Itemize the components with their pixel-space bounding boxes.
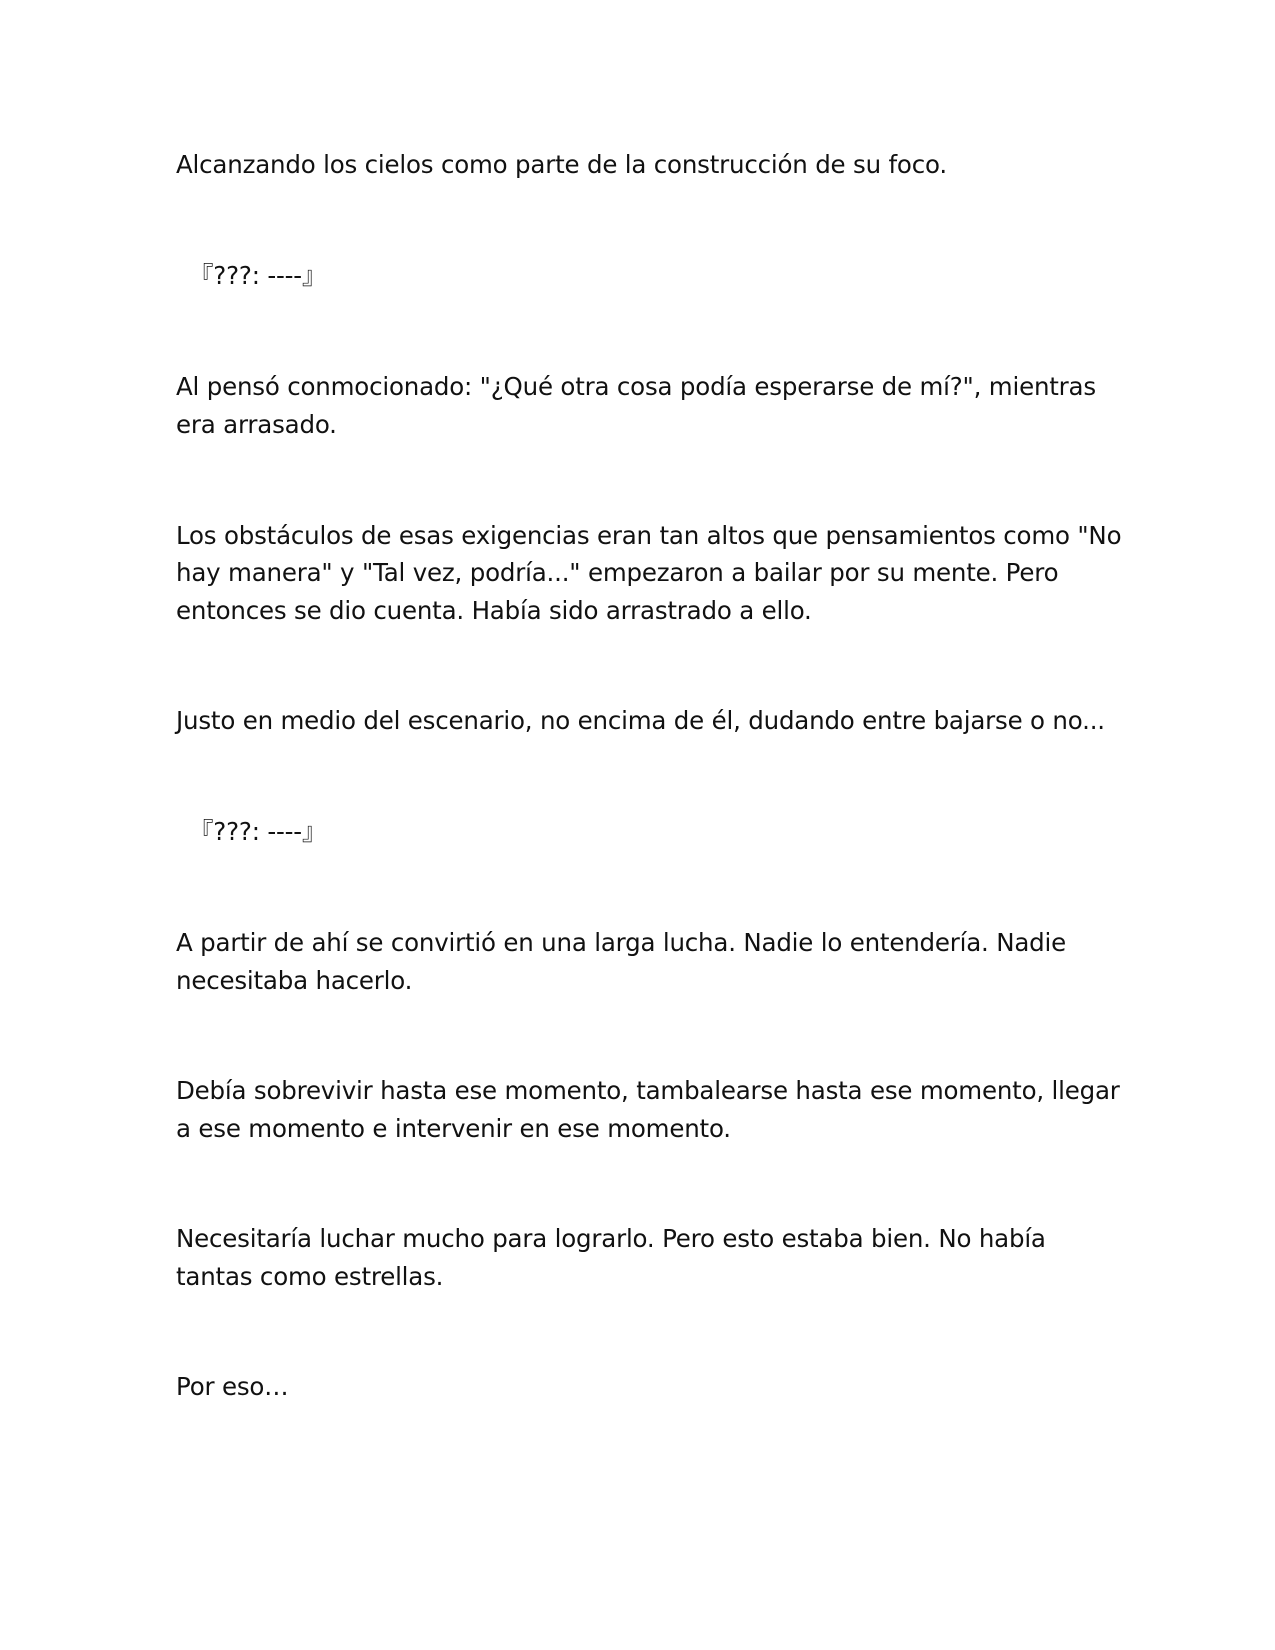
- paragraph-4-line-1: Los obstáculos de esas exigencias eran tan altos que pensamientos como "No: [176, 521, 1122, 550]
- paragraph-5-line-1: Justo en medio del escenario, no encima de él, dudando entre bajarse o no...: [176, 706, 1105, 735]
- paragraph-4-line-3: entonces se dio cuenta. Había sido arrastrado a ello.: [176, 596, 812, 625]
- paragraph-8-line-2: a ese momento e intervenir en ese momento.: [176, 1114, 731, 1143]
- paragraph-9-line-1: Necesitaría luchar mucho para lograrlo. Pero esto estaba bien. No había: [176, 1224, 1046, 1253]
- paragraph-3-line-1: Al pensó conmocionado: "¿Qué otra cosa podía esperarse de mí?", mientras: [176, 372, 1096, 401]
- paragraph-3-line-2: era arrasado.: [176, 410, 337, 439]
- paragraph-9-line-2: tantas como estrellas.: [176, 1262, 444, 1291]
- paragraph-8-line-1: Debía sobrevivir hasta ese momento, tambalearse hasta ese momento, llegar: [176, 1076, 1120, 1105]
- paragraph-7-line-1: A partir de ahí se convirtió en una larga lucha. Nadie lo entendería. Nadie: [176, 928, 1066, 957]
- paragraph-7-line-2: necesitaba hacerlo.: [176, 966, 413, 995]
- paragraph-1-line-1: Alcanzando los cielos como parte de la construcción de su foco.: [176, 150, 947, 179]
- dialogue-marker-2: 『???: ----』: [189, 817, 327, 846]
- paragraph-10-line-1: Por eso…: [176, 1372, 289, 1401]
- paragraph-4-line-2: hay manera" y "Tal vez, podría..." empezaron a bailar por su mente. Pero: [176, 558, 1059, 587]
- dialogue-marker-1: 『???: ----』: [189, 261, 327, 290]
